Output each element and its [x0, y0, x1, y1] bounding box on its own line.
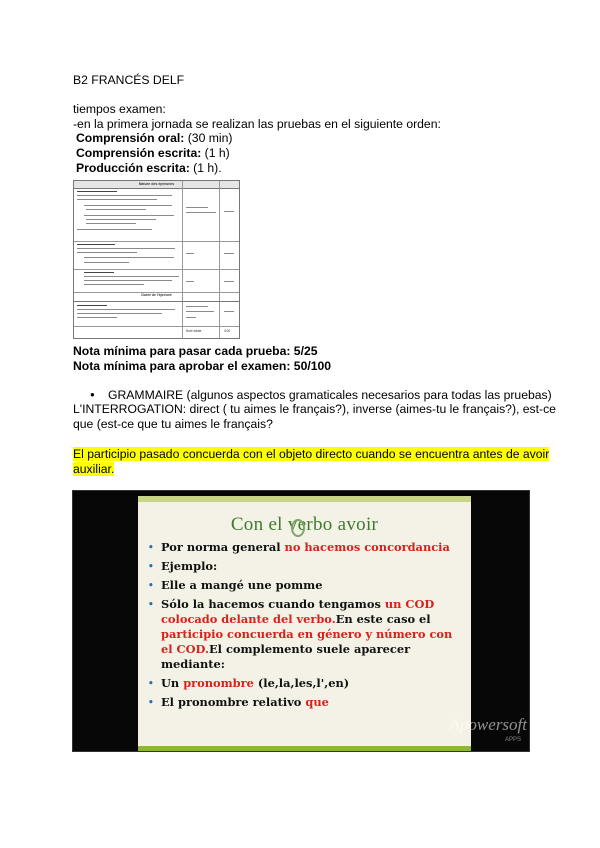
test-item-escrita	[76, 146, 230, 160]
bullet-icon: •	[148, 581, 154, 591]
table-row	[74, 326, 239, 327]
test-label: Comprensión escrita:	[76, 146, 202, 160]
slide-red-text: pronombre	[183, 676, 254, 690]
test-time: (1 h)	[201, 146, 230, 160]
highlight-text: auxiliar.	[73, 462, 115, 476]
highlighted-rule-line-2	[73, 462, 114, 476]
table-row	[74, 241, 239, 242]
order-line: -en la primera jornada se realizan las pruebas en el siguiente orden:	[73, 117, 441, 131]
slide-red-text: un COD	[384, 597, 435, 611]
grammaire-item: GRAMMAIRE (algunos aspectos gramaticales necesarios para todas las pruebas)	[108, 388, 552, 402]
bullet-icon: •	[148, 698, 154, 708]
bullet-icon: •	[148, 679, 154, 689]
test-time: (30 min)	[184, 131, 233, 145]
nota-minima-prueba: Nota mínima para pasar cada prueba: 5/25	[73, 344, 318, 358]
slide-line	[148, 578, 322, 594]
slide-title: Con el verbo avoir	[230, 514, 379, 535]
table-divider	[219, 181, 220, 338]
slide-line	[161, 642, 410, 657]
watermark-sub: APPS	[504, 737, 521, 743]
slide-line	[161, 627, 452, 642]
interrogation-line-2: que (est-ce que tu aimes le français?	[73, 417, 273, 431]
slide-text: Elle a mangé une pomme	[161, 578, 323, 592]
slide-line	[148, 676, 349, 692]
slide-red-text: que	[305, 695, 329, 709]
slide-text: Por norma general	[161, 540, 285, 554]
test-item-oral	[76, 131, 232, 145]
table-header: Nature des épreuves	[74, 181, 239, 189]
table-section-header: Durée de l'épreuve	[141, 293, 172, 297]
slide-line	[148, 559, 217, 575]
slide-content	[138, 496, 471, 752]
table-divider	[182, 181, 183, 338]
table-row	[74, 301, 239, 302]
test-item-produccion	[76, 161, 222, 175]
table-row	[74, 269, 239, 270]
exam-structure-table-image	[73, 180, 240, 339]
highlight-text: El participio pasado concuerda con el objeto directo cuando se encuentra antes de avoir	[73, 447, 550, 461]
slide-bottom-bar	[138, 746, 471, 752]
slide-line	[148, 597, 434, 613]
interrogation-line-1: L'INTERROGATION: direct ( tu aimes le français?), inverse (aimes-tu le français?), est-ce	[73, 402, 556, 416]
slide-text: mediante:	[161, 657, 225, 671]
bullet-icon: ●	[90, 390, 95, 399]
slide-text: Ejemplo:	[161, 559, 218, 573]
exam-times-heading: tiempos examen:	[73, 102, 166, 116]
slide-text: El pronombre relativo	[161, 695, 306, 709]
bullet-icon: •	[148, 543, 154, 553]
slide-red-text: el COD.	[161, 642, 209, 656]
slide-text: Un	[161, 676, 184, 690]
document-title: B2 FRANCÉS DELF	[73, 73, 185, 87]
table-total-label: Note totale	[186, 329, 202, 333]
slide-line	[161, 612, 431, 627]
watermark-logo: Apowersoft	[449, 715, 527, 734]
slide-text: (le,la,les,l',en)	[253, 676, 350, 690]
nota-minima-examen: Nota mínima para aprobar el examen: 50/100	[73, 359, 332, 373]
slide-text: Sólo la hacemos cuando tengamos	[161, 597, 385, 611]
test-label: Comprensión oral:	[76, 131, 185, 145]
slide-screenshot	[72, 490, 530, 752]
table-total-value: /100	[224, 329, 231, 333]
slide-red-text: colocado delante del verbo.	[161, 612, 336, 626]
slide-text: En este caso el	[335, 612, 431, 626]
slide-line	[161, 657, 225, 672]
slide-red-text: participio concuerda en género y número con	[161, 627, 453, 641]
bullet-icon: •	[148, 600, 154, 610]
cursor-ring-icon	[291, 519, 305, 537]
slide-line	[148, 695, 329, 711]
slide-red-text: no hacemos concordancia	[284, 540, 450, 554]
slide-text: El complemento suele aparecer	[208, 642, 411, 656]
test-label: Producción escrita:	[76, 161, 190, 175]
bullet-icon: •	[148, 562, 154, 572]
slide-line	[148, 540, 450, 556]
highlighted-rule-line-1	[73, 447, 549, 461]
test-time: (1 h).	[189, 161, 222, 175]
